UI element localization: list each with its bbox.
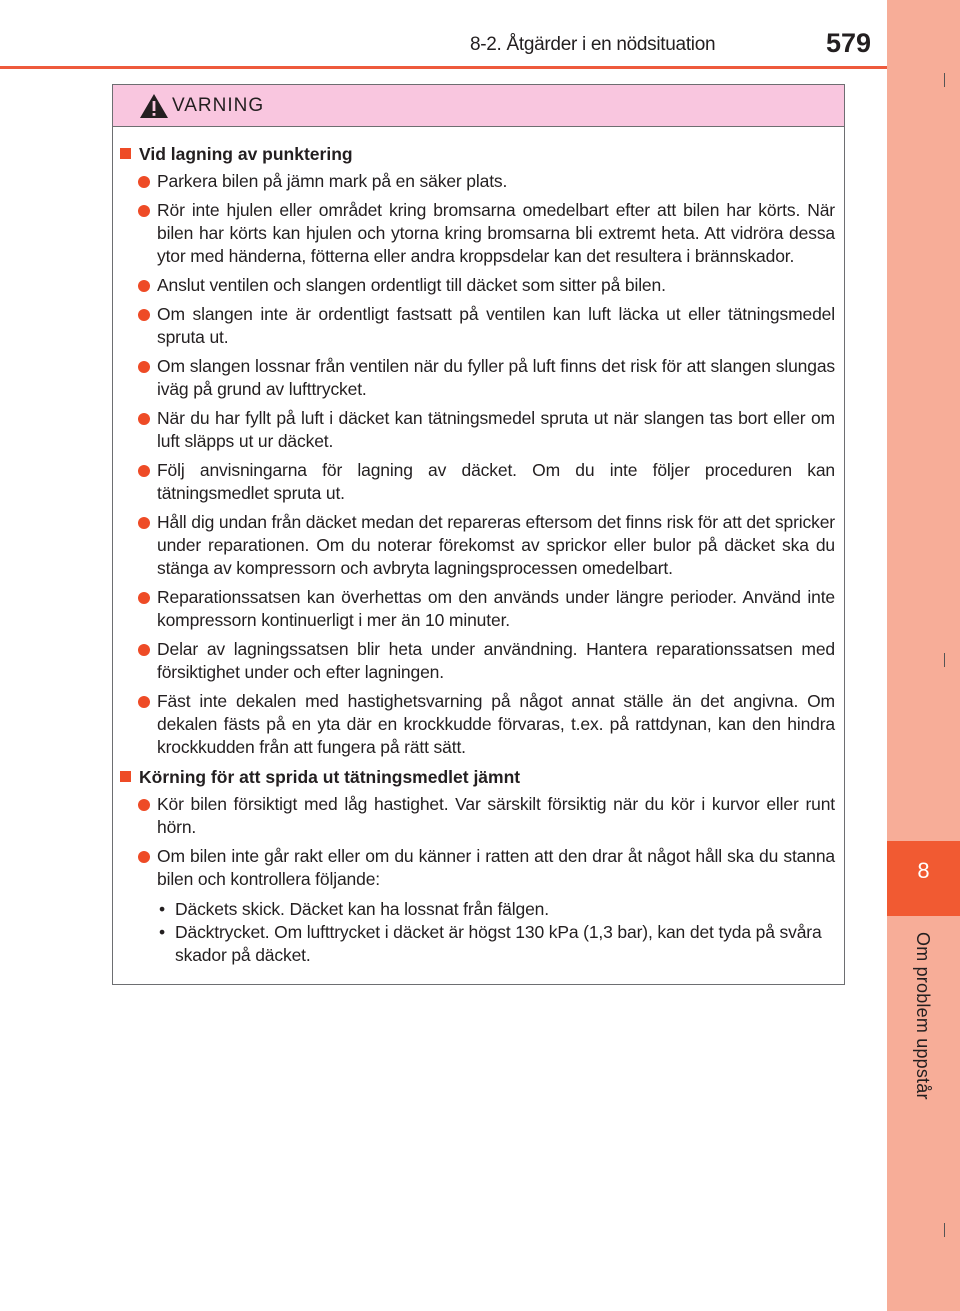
bullet-dot-icon: [138, 280, 150, 292]
sub-list-item: [159, 921, 826, 967]
list-item: [157, 793, 835, 839]
bullet-dot-icon: [138, 696, 150, 708]
bullet-dot-icon: [138, 309, 150, 321]
chapter-side-tab: [887, 0, 960, 1311]
crop-mark: [944, 73, 945, 87]
warning-label: VARNING: [172, 95, 265, 116]
list-item: [157, 690, 835, 759]
section-title: 8-2. Åtgärder i en nödsituation: [470, 34, 716, 55]
bullet-dot-icon: [138, 176, 150, 188]
list-item: [157, 303, 835, 349]
bullet-dot-icon: [138, 851, 150, 863]
list-item: [157, 511, 835, 580]
bullet-dot-icon: [138, 644, 150, 656]
list-item-text: Anslut ventilen och slangen ordentligt till däcket som sitter på bilen.: [157, 275, 666, 295]
section-heading-text: Körning för att sprida ut tätningsmedlet jämnt: [139, 767, 521, 787]
list-item-text: Håll dig undan från däcket medan det repareras eftersom det finns risk för att det spricker under reparationen. Om du noterar förekomst av sprickor eller bulor på däcket ska du stänga av kompressorn och avbryta lagningsprocessen omedelbart.: [157, 512, 835, 578]
list-item-text: Om bilen inte går rakt eller om du känner i ratten att den drar åt något håll ska du stanna bilen och kontrollera följande:: [157, 846, 835, 889]
chapter-title: Om problem uppstår: [913, 932, 933, 1100]
list-item: [157, 407, 835, 453]
list-item: [157, 199, 835, 268]
list-item-text: Kör bilen försiktigt med låg hastighet. Var särskilt försiktig när du kör i kurvor eller runt hörn.: [157, 794, 835, 837]
bullet-dot-icon: [138, 361, 150, 373]
small-bullet-icon: •: [159, 899, 165, 919]
list-item: [157, 355, 835, 401]
list-item-text: Följ anvisningarna för lagning av däcket. Om du inte följer proceduren kan tätningsmedlet spruta ut.: [157, 460, 835, 503]
list-item-text: Fäst inte dekalen med hastighetsvarning på något annat ställe än det angivna. Om dekalen fästs på en yta där en krockkudde förvaras, t.ex. på rattdynan, kan den hindra krockkudden från att fungera på rätt sätt.: [157, 691, 835, 757]
bullet-dot-icon: [138, 517, 150, 529]
square-bullet-icon: [120, 148, 131, 159]
bullet-dot-icon: [138, 205, 150, 217]
list-item: [157, 170, 835, 193]
section-heading: [113, 765, 844, 789]
bullet-dot-icon: [138, 592, 150, 604]
header-rule: [0, 66, 887, 69]
list-item-text: Om slangen inte är ordentligt fastsatt på ventilen kan luft läcka ut eller tätningsmedel spruta ut.: [157, 304, 835, 347]
bullet-dot-icon: [138, 799, 150, 811]
list-item-text: Parkera bilen på jämn mark på en säker plats.: [157, 171, 508, 191]
chapter-number: 8: [917, 858, 930, 883]
list-item: [157, 459, 835, 505]
warning-box: [112, 84, 845, 985]
square-bullet-icon: [120, 771, 131, 782]
sub-list-item-text: Däcktrycket. Om lufttrycket i däcket är högst 130 kPa (1,3 bar), kan det tyda på svåra skador på däcket.: [175, 922, 822, 965]
small-bullet-icon: •: [159, 922, 165, 942]
warning-content: [113, 142, 844, 967]
list-item-text: När du har fyllt på luft i däcket kan tätningsmedel spruta ut när slangen tas bort eller om luft släpps ut ur däcket.: [157, 408, 835, 451]
sub-list-item: [159, 898, 826, 921]
bullet-dot-icon: [138, 465, 150, 477]
section-heading-text: Vid lagning av punktering: [139, 144, 353, 164]
list-item: [157, 586, 835, 632]
page-number: 579: [826, 28, 872, 58]
bullet-dot-icon: [138, 413, 150, 425]
list-item-text: Reparationssatsen kan överhettas om den används under längre perioder. Använd inte kompressorn kontinuerligt i mer än 10 minuter.: [157, 587, 835, 630]
sub-list-item-text: Däckets skick. Däcket kan ha lossnat från fälgen.: [175, 899, 549, 919]
section-heading: [113, 142, 844, 166]
list-item-text: Rör inte hjulen eller området kring bromsarna omedelbart efter att bilen har körts. När bilen har körts kan hjulen och ytorna kring bromsarna bli extremt heta. Att vidröra dessa ytor med händerna, fötterna eller andra kroppsdelar kan det resultera i brännskador.: [157, 200, 835, 266]
list-item: [157, 274, 835, 297]
list-item: [157, 638, 835, 684]
list-item-text: Delar av lagningssatsen blir heta under användning. Hantera reparationssatsen med försiktighet under och efter lagningen.: [157, 639, 835, 682]
list-item-text: Om slangen lossnar från ventilen när du fyller på luft finns det risk för att slangen slungas iväg på grund av lufttrycket.: [157, 356, 835, 399]
list-item: [157, 845, 835, 891]
warning-header: [113, 85, 844, 127]
warning-triangle-icon: [139, 93, 169, 119]
crop-mark: [944, 653, 945, 667]
crop-mark: [944, 1223, 945, 1237]
